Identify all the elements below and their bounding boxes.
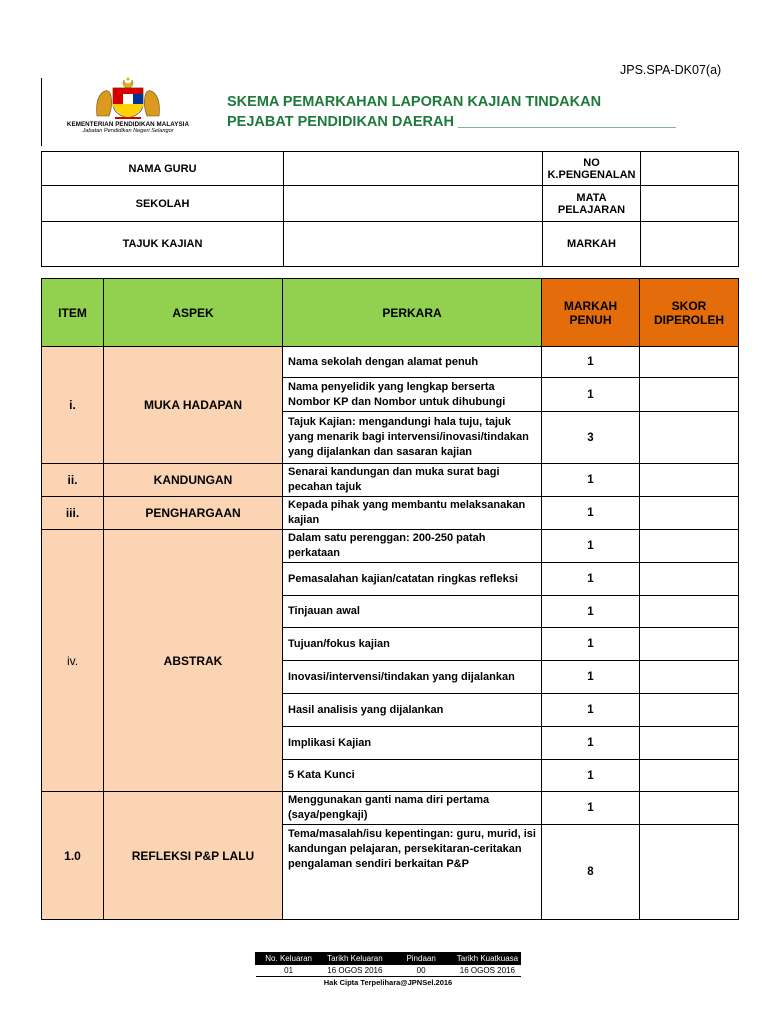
skor-cell[interactable] — [640, 412, 739, 464]
markah-penuh-cell: 1 — [542, 347, 640, 378]
item-cell: iii. — [42, 497, 104, 530]
footer-header-no-keluaran: No. Keluaran — [256, 953, 322, 965]
perkara-cell: Hasil analisis yang dijalankan — [283, 694, 542, 727]
header-divider — [41, 78, 42, 146]
markah-field[interactable] — [641, 222, 739, 267]
logo-department-name: Jabatan Pendidikan Negeri Selangor — [82, 128, 174, 134]
table-row — [42, 464, 739, 497]
footer-value-tarikh-keluaran: 16 OGOS 2016 — [322, 965, 388, 977]
header-aspek: ASPEK — [104, 279, 283, 347]
no-kp-field[interactable] — [641, 152, 739, 186]
header-skor-line2: DIPEROLEH — [653, 312, 724, 327]
aspek-cell: PENGHARGAAN — [104, 497, 283, 530]
skor-cell[interactable] — [640, 347, 739, 378]
perkara-cell: Implikasi Kajian — [283, 727, 542, 760]
skor-cell[interactable] — [640, 530, 739, 563]
mata-pelajaran-label — [543, 186, 641, 222]
sekolah-label: SEKOLAH — [42, 186, 284, 222]
markah-penuh-cell: 1 — [542, 694, 640, 727]
perkara-cell: Nama sekolah dengan alamat penuh — [283, 347, 542, 378]
footer-header-tarikh-keluaran: Tarikh Keluaran — [322, 953, 388, 965]
skor-cell[interactable] — [640, 694, 739, 727]
markah-penuh-cell: 1 — [542, 628, 640, 661]
skor-cell[interactable] — [640, 563, 739, 596]
markah-penuh-cell: 8 — [542, 825, 640, 920]
revision-table — [255, 952, 521, 977]
perkara-cell: Tinjauan awal — [283, 596, 542, 628]
aspek-cell: KANDUNGAN — [104, 464, 283, 497]
markah-penuh-cell: 1 — [542, 661, 640, 694]
no-kp-label-line1: NO — [583, 156, 600, 169]
markah-label: MARKAH — [543, 222, 641, 267]
coat-of-arms-icon — [89, 76, 167, 120]
nama-guru-label: NAMA GURU — [42, 152, 284, 186]
copyright-text: Hak Cipta Terpelihara@JPNSel.2016 — [323, 978, 453, 987]
perkara-cell: Kepada pihak yang membantu melaksanakan kajian — [283, 497, 542, 530]
markah-penuh-cell: 1 — [542, 596, 640, 628]
mata-pelajaran-label-line1: MATA — [576, 191, 607, 204]
skor-cell[interactable] — [640, 727, 739, 760]
skor-cell[interactable] — [640, 596, 739, 628]
skor-cell[interactable] — [640, 792, 739, 825]
skor-cell[interactable] — [640, 378, 739, 412]
footer-header-pindaan: Pindaan — [388, 953, 454, 965]
document-control-footer — [255, 952, 521, 987]
marking-scheme-table — [41, 278, 739, 920]
sekolah-field[interactable] — [284, 186, 543, 222]
skor-cell[interactable] — [640, 628, 739, 661]
header-perkara: PERKARA — [283, 279, 542, 347]
perkara-cell: Pemasalahan kajian/catatan ringkas refleksi — [283, 563, 542, 596]
header-item: ITEM — [42, 279, 104, 347]
header-markah-penuh-line2: PENUH — [569, 312, 612, 327]
document-code: JPS.SPA-DK07(a) — [620, 63, 722, 77]
item-cell: iv. — [42, 530, 104, 792]
table-row — [42, 530, 739, 563]
ministry-logo — [58, 76, 198, 140]
header-skor-diperoleh — [640, 279, 739, 347]
markah-penuh-cell: 1 — [542, 464, 640, 497]
skor-cell[interactable] — [640, 497, 739, 530]
perkara-cell: Nama penyelidik yang lengkap berserta Nombor KP dan Nombor untuk dihubungi — [283, 378, 542, 412]
markah-penuh-cell: 1 — [542, 760, 640, 792]
mata-pelajaran-label-line2: PELAJARAN — [557, 203, 626, 216]
perkara-cell: Tema/masalah/isu kepentingan: guru, murid, isi kandungan pelajaran, persekitaran-ceritakan pengalaman sendiri berkaitan P&P — [283, 825, 542, 920]
item-cell: ii. — [42, 464, 104, 497]
nama-guru-field[interactable] — [284, 152, 543, 186]
skor-cell[interactable] — [640, 464, 739, 497]
perkara-cell: Dalam satu perenggan: 200-250 patah perkataan — [283, 530, 542, 563]
skor-cell[interactable] — [640, 760, 739, 792]
table-row — [42, 347, 739, 378]
markah-penuh-cell: 3 — [542, 412, 640, 464]
table-row — [42, 497, 739, 530]
header-markah-penuh-line1: MARKAH — [563, 298, 618, 313]
aspek-cell: REFLEKSI P&P LALU — [104, 792, 283, 920]
teacher-info-table — [41, 151, 739, 267]
table-row — [42, 792, 739, 825]
aspek-cell: MUKA HADAPAN — [104, 347, 283, 464]
perkara-cell: Inovasi/intervensi/tindakan yang dijalankan — [283, 661, 542, 694]
footer-value-no-keluaran: 01 — [256, 965, 322, 977]
title-line-1: SKEMA PEMARKAHAN LAPORAN KAJIAN TINDAKAN — [227, 94, 602, 110]
skor-cell[interactable] — [640, 825, 739, 920]
item-cell: 1.0 — [42, 792, 104, 920]
header-markah-penuh — [542, 279, 640, 347]
no-kp-label — [543, 152, 641, 186]
perkara-cell: Tujuan/fokus kajian — [283, 628, 542, 661]
footer-value-pindaan: 00 — [388, 965, 454, 977]
footer-header-tarikh-kuatkuasa: Tarikh Kuatkuasa — [454, 953, 520, 965]
title-line-2: PEJABAT PENDIDIKAN DAERAH ___________________________ — [227, 114, 676, 130]
perkara-cell: Tajuk Kajian: mengandungi hala tuju, tajuk yang menarik bagi intervensi/inovasi/tindakan yang dijalankan dan sasaran kajian — [283, 412, 542, 464]
mata-pelajaran-field[interactable] — [641, 186, 739, 222]
perkara-cell: 5 Kata Kunci — [283, 760, 542, 792]
markah-penuh-cell: 1 — [542, 563, 640, 596]
markah-penuh-cell: 1 — [542, 727, 640, 760]
markah-penuh-cell: 1 — [542, 378, 640, 412]
markah-penuh-cell: 1 — [542, 530, 640, 563]
tajuk-kajian-field[interactable] — [284, 222, 543, 267]
header-skor-line1: SKOR — [671, 298, 707, 313]
logo-ministry-name: KEMENTERIAN PENDIDIKAN MALAYSIA — [66, 121, 190, 128]
document-title — [227, 92, 676, 132]
markah-penuh-cell: 1 — [542, 792, 640, 825]
no-kp-label-line2: K.PENGENALAN — [547, 168, 636, 181]
item-cell: i. — [42, 347, 104, 464]
perkara-cell: Menggunakan ganti nama diri pertama (saya/pengkaji) — [283, 792, 542, 825]
markah-penuh-cell: 1 — [542, 497, 640, 530]
aspek-cell: ABSTRAK — [104, 530, 283, 792]
footer-value-tarikh-kuatkuasa: 16 OGOS 2016 — [454, 965, 520, 977]
tajuk-kajian-label: TAJUK KAJIAN — [42, 222, 284, 267]
perkara-cell: Senarai kandungan dan muka surat bagi pecahan tajuk — [283, 464, 542, 497]
skor-cell[interactable] — [640, 661, 739, 694]
